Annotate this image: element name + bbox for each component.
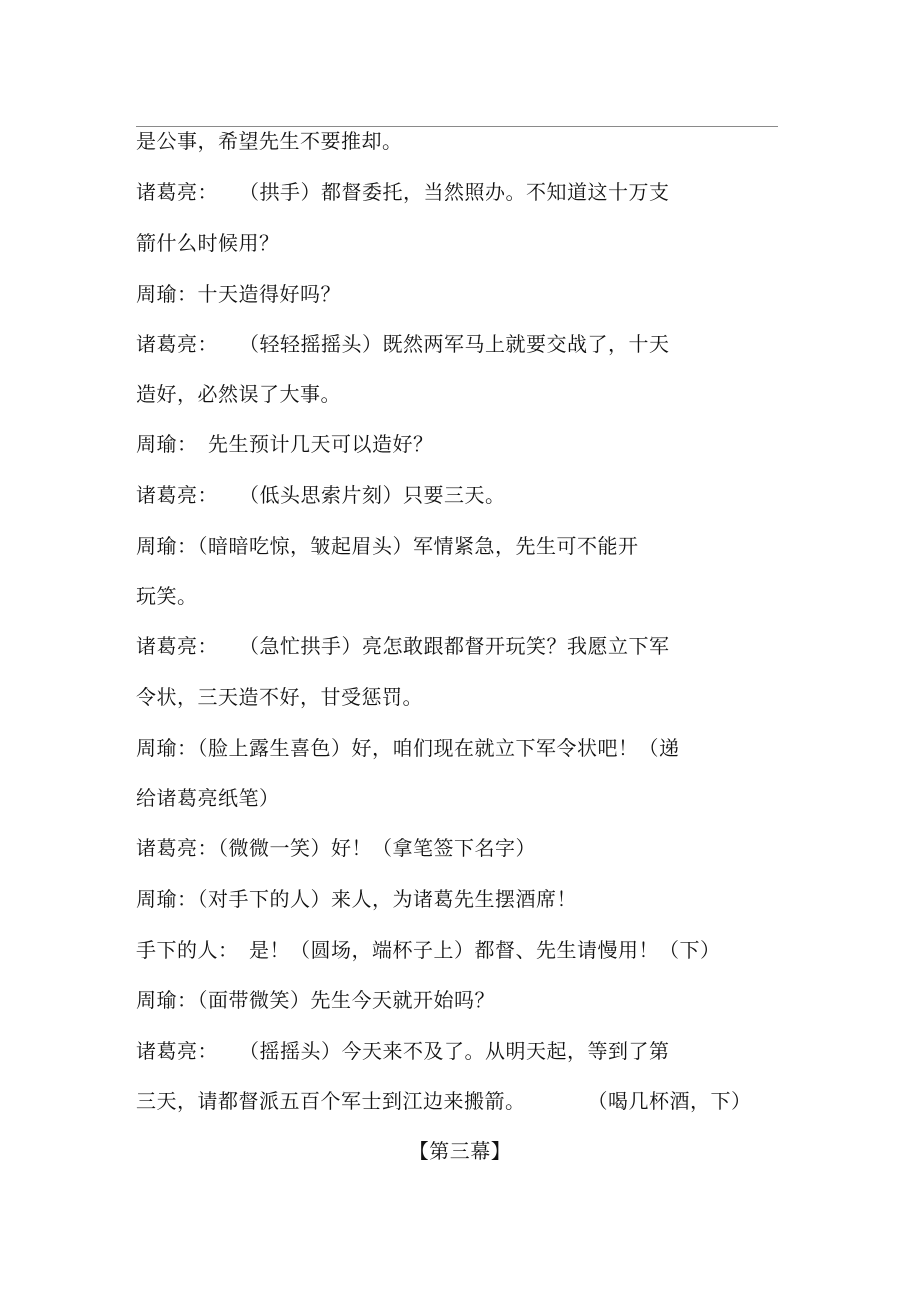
script-line: 三天，请都督派五百个军士到江边来搬箭。 （喝几杯酒，下）: [136, 1089, 752, 1113]
script-line: 诸葛亮： （轻轻摇摇头）既然两军马上就要交战了，十天: [136, 332, 670, 356]
script-line: 周瑜：（脸上露生喜色）好，咱们现在就立下军令状吧！（递: [136, 736, 680, 760]
script-line: 玩笑。: [136, 584, 198, 608]
script-line: 诸葛亮： （摇摇头）今天来不及了。从明天起，等到了第: [136, 1039, 670, 1063]
script-line: 诸葛亮： （拱手）都督委托，当然照办。不知道这十万支: [136, 180, 670, 204]
script-line: 周瑜：（暗暗吃惊，皱起眉头）军情紧急，先生可不能开: [136, 534, 639, 558]
script-line: 令状，三天造不好，甘受惩罚。: [136, 685, 423, 709]
script-line: 周瑜：十天造得好吗？: [136, 282, 341, 306]
script-line: 箭什么时候用？: [136, 231, 280, 255]
script-line: 周瑜：（对手下的人）来人，为诸葛先生摆酒席！: [136, 887, 577, 911]
script-line: 诸葛亮： （低头思索片刻）只要三天。: [136, 483, 506, 507]
script-line: 给诸葛亮纸笔）: [136, 786, 280, 810]
script-line: 周瑜：（面带微笑）先生今天就开始吗？: [136, 988, 495, 1012]
script-line: 手下的人： 是！（圆场，端杯子上）都督、先生请慢用！（下）: [136, 938, 721, 962]
script-line: 周瑜： 先生预计几天可以造好？: [136, 432, 434, 456]
header-rule: [136, 126, 778, 127]
script-line: 是公事，希望先生不要推却。: [136, 129, 403, 153]
act-title: 【第三幕】: [408, 1139, 512, 1163]
script-line: 诸葛亮：（微微一笑）好！（拿笔签下名字）: [136, 836, 536, 860]
script-line: 造好，必然误了大事。: [136, 382, 341, 406]
script-line: 诸葛亮： （急忙拱手）亮怎敢跟都督开玩笑？我愿立下军: [136, 634, 670, 658]
